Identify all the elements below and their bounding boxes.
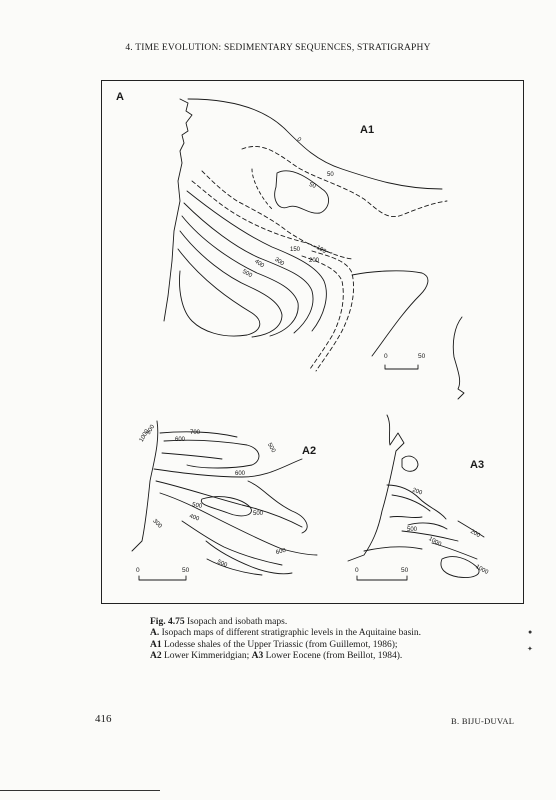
- contour-label: 500: [265, 442, 277, 454]
- panel-label-a1: A1: [360, 124, 375, 136]
- map-a2: [132, 421, 317, 580]
- contour-label: 100: [315, 244, 327, 256]
- contour-label: 50: [327, 172, 334, 178]
- contour-label: 1000: [427, 536, 442, 548]
- page-number: 416: [95, 713, 112, 725]
- figure-number: Fig. 4.75: [150, 617, 185, 627]
- running-header: 4. TIME EVOLUTION: SEDIMENTARY SEQUENCES, STRATIGRAPHY: [125, 43, 431, 53]
- panel-label-a2: A2: [302, 445, 317, 457]
- contour-label: 700: [190, 430, 201, 436]
- contour-label: 200: [411, 487, 423, 497]
- caption-label-a1: A1: [150, 639, 162, 650]
- map-a3: [348, 415, 484, 580]
- panel-label-a: A: [116, 91, 124, 103]
- figure-frame: [101, 80, 524, 604]
- contour-label: 600: [235, 471, 246, 477]
- scale-end-a1: 50: [418, 353, 426, 360]
- scale-start-a2: 0: [136, 567, 140, 574]
- scale-start-a3: 0: [355, 567, 359, 574]
- bottom-divider: [0, 790, 160, 791]
- contour-label: 500: [216, 559, 228, 569]
- contour-label: 400: [253, 258, 265, 270]
- panel-label-a3: A3: [470, 459, 485, 471]
- margin-speck: ●: [528, 628, 533, 636]
- caption-title-line: [150, 617, 530, 628]
- isopach-maps-figure: [102, 81, 523, 603]
- caption-label-a: A.: [150, 628, 160, 639]
- contour-label: 1000: [138, 428, 151, 444]
- contour-label: 300: [151, 518, 163, 530]
- scale-end-a2: 50: [182, 567, 190, 574]
- contour-label: 0: [295, 136, 302, 144]
- scale-end-a3: 50: [401, 567, 409, 574]
- author-name: B. BIJU-DUVAL: [451, 716, 515, 726]
- contour-label: 500: [407, 527, 418, 533]
- contour-label: 900: [145, 424, 157, 436]
- caption-text-a: Isopach maps of different stratigraphic levels in the Aquitaine basin.: [161, 628, 422, 639]
- contour-label: 600: [275, 547, 287, 557]
- scale-start-a1: 0: [384, 353, 388, 360]
- caption-line-a1: [150, 640, 530, 651]
- contour-label: 400: [188, 513, 200, 523]
- contour-label: 300: [273, 256, 285, 268]
- contour-label: 500: [191, 502, 203, 510]
- caption-text-a3: Lower Eocene (from Beillot, 1984).: [265, 650, 403, 661]
- contour-label: 600: [175, 437, 186, 443]
- contour-label: 500: [241, 268, 253, 280]
- caption-label-a3: A3: [251, 650, 264, 661]
- contour-label: 200: [309, 258, 320, 264]
- contour-label: 200: [469, 528, 481, 540]
- contour-label: 150: [290, 247, 301, 253]
- caption-text-a1: Lodesse shales of the Upper Triassic (from Guillemot, 1986);: [164, 639, 398, 650]
- margin-speck: ✦: [527, 645, 533, 653]
- caption-line-a2-a3: [150, 651, 530, 662]
- caption-label-a2: A2: [150, 650, 162, 661]
- caption-text-a2: Lower Kimmeridgian;: [164, 650, 250, 661]
- contour-label: 500: [253, 511, 264, 517]
- contour-label: 1000: [474, 564, 489, 576]
- caption-line-a: [150, 628, 533, 639]
- figure-title: Isopach and isobath maps.: [186, 617, 288, 627]
- contour-label: 50: [308, 182, 317, 190]
- figure-caption: [150, 617, 533, 662]
